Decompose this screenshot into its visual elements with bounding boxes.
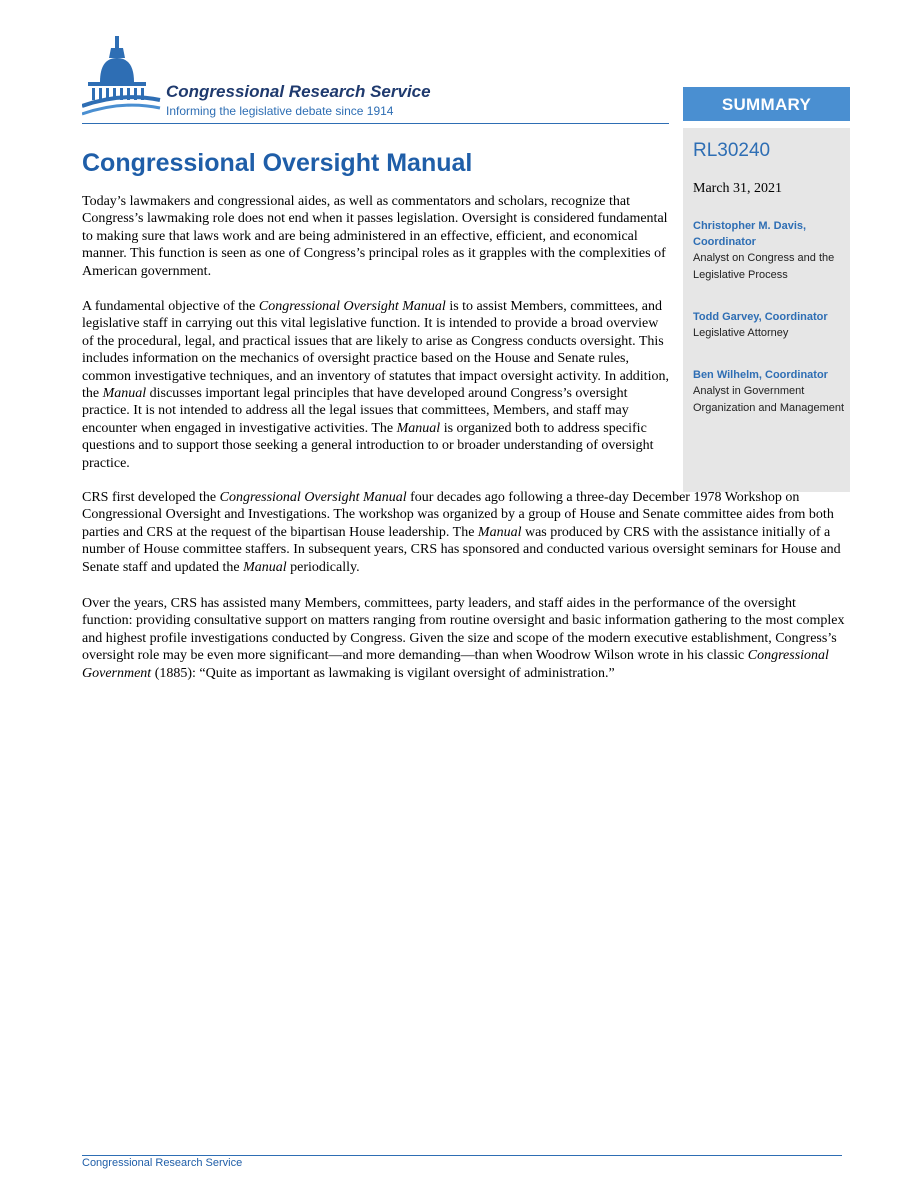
report-date: March 31, 2021 (693, 181, 783, 196)
author-name: Christopher M. Davis, Coordinator (693, 220, 807, 248)
author-block (693, 367, 845, 417)
author-name: Ben Wilhelm, Coordinator (693, 369, 828, 381)
author-block (693, 218, 845, 284)
footer-org-name: Congressional Research Service (82, 1157, 243, 1169)
capitol-dome-icon (82, 34, 162, 124)
author-block (693, 309, 845, 342)
author-name: Todd Garvey, Coordinator (693, 311, 828, 323)
org-tagline: Informing the legislative debate since 1914 (166, 104, 394, 118)
author-role: Legislative Attorney (693, 327, 789, 339)
crs-logo (82, 34, 482, 124)
summary-paragraph-2: A fundamental objective of the Congressional Oversight Manual is to assist Members, committees, and legislative staff in carrying out this vital legislative function. It is intended to provide a broad overview of the procedural, legal, and practical issues that are likely to arise as Congress conducts oversight. This includes information on the mechanics of oversight practice based on the House and Senate rules, common investigative techniques, and an inventory of statutes that impact oversight activity. In addition, the Manual discusses important legal principles that have developed around Congress’s oversight practice. It is not intended to address all the legal issues that committees, Members, and staff may encounter when engaged in investigative activities. The Manual is organized both to address specific questions and to support those seeking a general introduction to or broader understanding of oversight practice. (82, 299, 669, 471)
header-divider (82, 123, 669, 124)
summary-paragraph-3: CRS first developed the Congressional Oversight Manual four decades ago following a three-day December 1978 Workshop on Congressional Oversight and Investigations. The workshop was organized by a group of House and Senate committee aides from both parties and CRS at the request of the bipartisan House leadership. The Manual was produced by CRS with the assistance initially of a number of House committee staffers. In subsequent years, CRS has sponsored and conducted various oversight seminars for House and Senate staff and updated the Manual periodically. (82, 490, 841, 575)
summary-paragraph-4: Over the years, CRS has assisted many Members, committees, party leaders, and staff aides in the performance of the oversight function: providing consultative support on matters ranging from routine oversight and basic information gathering to the most complex and highest profile investigations conducted by Congress. Given the size and scope of the modern executive establishment, Congress’s oversight role may be even more significant—and more demanding—than when Woodrow Wilson wrote in his classic Congressional Government (1885): “Quite as important as lawmaking is vigilant oversight of administration.” (82, 596, 845, 681)
report-number: RL30240 (693, 140, 771, 161)
org-name: Congressional Research Service (166, 82, 431, 101)
summary-label: SUMMARY (683, 87, 850, 121)
footer-divider (82, 1155, 842, 1156)
author-role: Analyst on Congress and the Legislative Process (693, 252, 835, 281)
author-role: Analyst in Government Organization and Management (693, 385, 845, 414)
summary-paragraph-1: Today’s lawmakers and congressional aides, as well as commentators and scholars, recognize that Congress’s lawmaking role does not end when it passes legislation. Oversight is considered fundamental to making sure that laws work and are being administered in an effective, efficient, and economical manner. This function is seen as one of Congress’s principal roles as it grapples with the complexities of American government. (82, 194, 668, 279)
summary-sidebar (683, 128, 850, 492)
page-title: Congressional Oversight Manual (82, 149, 473, 177)
